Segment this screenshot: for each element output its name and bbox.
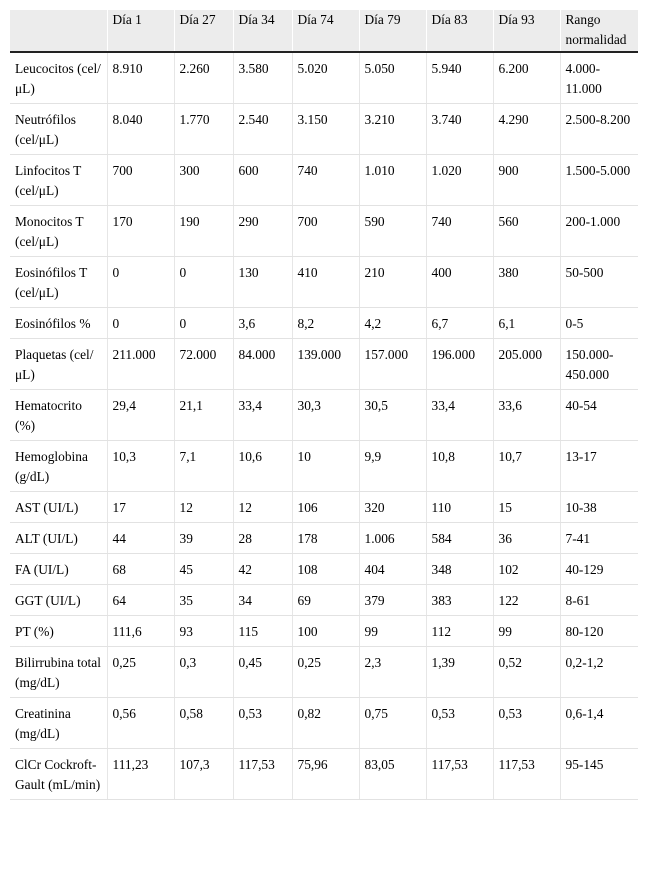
cell-parameter: GGT (UI/L): [10, 585, 107, 616]
cell-day-34: 0,45: [233, 647, 292, 698]
cell-parameter: ClCr Cockroft-Gault (mL/min): [10, 749, 107, 800]
cell-day-27: 39: [174, 523, 233, 554]
cell-parameter: FA (UI/L): [10, 554, 107, 585]
cell-day-79: 5.050: [359, 52, 426, 104]
cell-day-74: 106: [292, 492, 359, 523]
cell-day-1: 8.040: [107, 104, 174, 155]
cell-day-74: 8,2: [292, 308, 359, 339]
cell-normal-range: 10-38: [560, 492, 638, 523]
cell-day-93: 33,6: [493, 390, 560, 441]
header-cell-day-93: Día 93: [493, 10, 560, 52]
cell-parameter: Hemoglobina (g/dL): [10, 441, 107, 492]
header-cell-day-79: Día 79: [359, 10, 426, 52]
lab-results-table: [10, 10, 638, 800]
cell-day-93: 36: [493, 523, 560, 554]
cell-parameter: Hematocrito (%): [10, 390, 107, 441]
table-row: [10, 339, 638, 390]
cell-day-1: 44: [107, 523, 174, 554]
cell-normal-range: 7-41: [560, 523, 638, 554]
cell-day-1: 111,6: [107, 616, 174, 647]
cell-parameter: Bilirrubina total (mg/dL): [10, 647, 107, 698]
cell-day-1: 0: [107, 308, 174, 339]
cell-day-79: 4,2: [359, 308, 426, 339]
cell-day-27: 1.770: [174, 104, 233, 155]
cell-day-83: 740: [426, 206, 493, 257]
header-cell-day-34: Día 34: [233, 10, 292, 52]
cell-day-27: 72.000: [174, 339, 233, 390]
cell-parameter: Creatinina (mg/dL): [10, 698, 107, 749]
table-header: [10, 10, 638, 52]
cell-day-74: 10: [292, 441, 359, 492]
cell-day-1: 8.910: [107, 52, 174, 104]
table-row: [10, 585, 638, 616]
cell-day-93: 10,7: [493, 441, 560, 492]
cell-day-93: 0,52: [493, 647, 560, 698]
cell-day-93: 102: [493, 554, 560, 585]
cell-day-79: 157.000: [359, 339, 426, 390]
cell-day-74: 410: [292, 257, 359, 308]
cell-day-1: 68: [107, 554, 174, 585]
cell-day-83: 110: [426, 492, 493, 523]
cell-normal-range: 40-129: [560, 554, 638, 585]
cell-normal-range: 150.000-450.000: [560, 339, 638, 390]
cell-day-83: 1,39: [426, 647, 493, 698]
cell-day-83: 400: [426, 257, 493, 308]
cell-parameter: Leucocitos (cel/μL): [10, 52, 107, 104]
cell-day-83: 196.000: [426, 339, 493, 390]
cell-day-34: 2.540: [233, 104, 292, 155]
cell-day-83: 5.940: [426, 52, 493, 104]
cell-day-74: 30,3: [292, 390, 359, 441]
cell-day-74: 0,25: [292, 647, 359, 698]
cell-day-79: 99: [359, 616, 426, 647]
cell-day-93: 0,53: [493, 698, 560, 749]
cell-day-34: 42: [233, 554, 292, 585]
header-cell-parameter: [10, 10, 107, 52]
cell-day-1: 700: [107, 155, 174, 206]
cell-day-83: 6,7: [426, 308, 493, 339]
cell-day-74: 69: [292, 585, 359, 616]
cell-day-79: 0,75: [359, 698, 426, 749]
cell-day-34: 33,4: [233, 390, 292, 441]
header-cell-normal-range: Rango normalidad: [560, 10, 638, 52]
table-row: [10, 104, 638, 155]
cell-day-83: 0,53: [426, 698, 493, 749]
cell-day-34: 12: [233, 492, 292, 523]
cell-parameter: Eosinófilos %: [10, 308, 107, 339]
table-row: [10, 647, 638, 698]
table-row: [10, 52, 638, 104]
cell-day-79: 379: [359, 585, 426, 616]
cell-normal-range: 50-500: [560, 257, 638, 308]
cell-day-83: 112: [426, 616, 493, 647]
cell-day-34: 10,6: [233, 441, 292, 492]
cell-day-93: 117,53: [493, 749, 560, 800]
cell-day-1: 211.000: [107, 339, 174, 390]
cell-day-74: 178: [292, 523, 359, 554]
cell-day-27: 0: [174, 257, 233, 308]
cell-day-27: 12: [174, 492, 233, 523]
table-row: [10, 308, 638, 339]
header-cell-day-74: Día 74: [292, 10, 359, 52]
cell-day-1: 0,56: [107, 698, 174, 749]
cell-day-74: 5.020: [292, 52, 359, 104]
cell-day-27: 0: [174, 308, 233, 339]
cell-parameter: Monocitos T (cel/μL): [10, 206, 107, 257]
cell-day-79: 3.210: [359, 104, 426, 155]
cell-normal-range: 4.000-11.000: [560, 52, 638, 104]
cell-day-34: 34: [233, 585, 292, 616]
cell-day-79: 320: [359, 492, 426, 523]
cell-day-34: 84.000: [233, 339, 292, 390]
cell-day-83: 1.020: [426, 155, 493, 206]
table-row: [10, 206, 638, 257]
cell-day-79: 83,05: [359, 749, 426, 800]
cell-day-1: 64: [107, 585, 174, 616]
cell-day-83: 117,53: [426, 749, 493, 800]
cell-day-27: 300: [174, 155, 233, 206]
cell-day-1: 0,25: [107, 647, 174, 698]
cell-normal-range: 40-54: [560, 390, 638, 441]
cell-day-34: 130: [233, 257, 292, 308]
cell-day-74: 100: [292, 616, 359, 647]
cell-day-74: 740: [292, 155, 359, 206]
table-row: [10, 257, 638, 308]
cell-day-79: 1.006: [359, 523, 426, 554]
cell-day-79: 30,5: [359, 390, 426, 441]
cell-day-27: 93: [174, 616, 233, 647]
cell-parameter: Neutrófilos (cel/μL): [10, 104, 107, 155]
cell-day-1: 0: [107, 257, 174, 308]
cell-parameter: AST (UI/L): [10, 492, 107, 523]
cell-day-93: 900: [493, 155, 560, 206]
cell-day-74: 700: [292, 206, 359, 257]
cell-day-27: 0,58: [174, 698, 233, 749]
cell-day-27: 2.260: [174, 52, 233, 104]
cell-normal-range: 2.500-8.200: [560, 104, 638, 155]
cell-day-27: 107,3: [174, 749, 233, 800]
cell-day-79: 404: [359, 554, 426, 585]
table-row: [10, 492, 638, 523]
table-body: [10, 52, 638, 800]
cell-day-34: 3.580: [233, 52, 292, 104]
cell-normal-range: 200-1.000: [560, 206, 638, 257]
cell-parameter: Eosinófilos T (cel/μL): [10, 257, 107, 308]
cell-day-83: 3.740: [426, 104, 493, 155]
cell-day-27: 190: [174, 206, 233, 257]
cell-day-27: 45: [174, 554, 233, 585]
cell-day-79: 210: [359, 257, 426, 308]
cell-day-83: 348: [426, 554, 493, 585]
header-row: [10, 10, 638, 52]
cell-day-93: 122: [493, 585, 560, 616]
cell-normal-range: 8-61: [560, 585, 638, 616]
table-row: [10, 698, 638, 749]
cell-day-83: 33,4: [426, 390, 493, 441]
table-row: [10, 155, 638, 206]
cell-day-79: 1.010: [359, 155, 426, 206]
cell-parameter: Plaquetas (cel/μL): [10, 339, 107, 390]
cell-day-74: 108: [292, 554, 359, 585]
cell-parameter: ALT (UI/L): [10, 523, 107, 554]
table-row: [10, 523, 638, 554]
cell-day-93: 99: [493, 616, 560, 647]
cell-day-34: 600: [233, 155, 292, 206]
cell-day-1: 17: [107, 492, 174, 523]
table-row: [10, 616, 638, 647]
cell-day-1: 29,4: [107, 390, 174, 441]
cell-day-74: 75,96: [292, 749, 359, 800]
cell-normal-range: 0-5: [560, 308, 638, 339]
cell-day-1: 10,3: [107, 441, 174, 492]
cell-day-93: 6,1: [493, 308, 560, 339]
cell-normal-range: 13-17: [560, 441, 638, 492]
cell-day-34: 28: [233, 523, 292, 554]
cell-day-27: 35: [174, 585, 233, 616]
cell-day-34: 115: [233, 616, 292, 647]
table-row: [10, 390, 638, 441]
cell-day-34: 117,53: [233, 749, 292, 800]
cell-day-27: 0,3: [174, 647, 233, 698]
table-row: [10, 441, 638, 492]
cell-day-27: 21,1: [174, 390, 233, 441]
table-row: [10, 749, 638, 800]
cell-day-93: 205.000: [493, 339, 560, 390]
cell-day-79: 2,3: [359, 647, 426, 698]
cell-day-83: 10,8: [426, 441, 493, 492]
cell-day-34: 3,6: [233, 308, 292, 339]
table-row: [10, 554, 638, 585]
cell-day-83: 383: [426, 585, 493, 616]
header-cell-day-27: Día 27: [174, 10, 233, 52]
cell-parameter: PT (%): [10, 616, 107, 647]
cell-day-83: 584: [426, 523, 493, 554]
cell-day-93: 4.290: [493, 104, 560, 155]
cell-day-93: 15: [493, 492, 560, 523]
cell-normal-range: 0,6-1,4: [560, 698, 638, 749]
cell-normal-range: 80-120: [560, 616, 638, 647]
cell-day-74: 0,82: [292, 698, 359, 749]
cell-day-93: 560: [493, 206, 560, 257]
cell-day-1: 170: [107, 206, 174, 257]
cell-normal-range: 95-145: [560, 749, 638, 800]
header-cell-day-1: Día 1: [107, 10, 174, 52]
cell-parameter: Linfocitos T (cel/μL): [10, 155, 107, 206]
cell-day-34: 290: [233, 206, 292, 257]
cell-day-1: 111,23: [107, 749, 174, 800]
cell-normal-range: 0,2-1,2: [560, 647, 638, 698]
cell-day-79: 9,9: [359, 441, 426, 492]
cell-day-34: 0,53: [233, 698, 292, 749]
cell-day-93: 6.200: [493, 52, 560, 104]
cell-day-79: 590: [359, 206, 426, 257]
cell-day-74: 3.150: [292, 104, 359, 155]
cell-day-74: 139.000: [292, 339, 359, 390]
header-cell-day-83: Día 83: [426, 10, 493, 52]
cell-day-93: 380: [493, 257, 560, 308]
cell-normal-range: 1.500-5.000: [560, 155, 638, 206]
cell-day-27: 7,1: [174, 441, 233, 492]
